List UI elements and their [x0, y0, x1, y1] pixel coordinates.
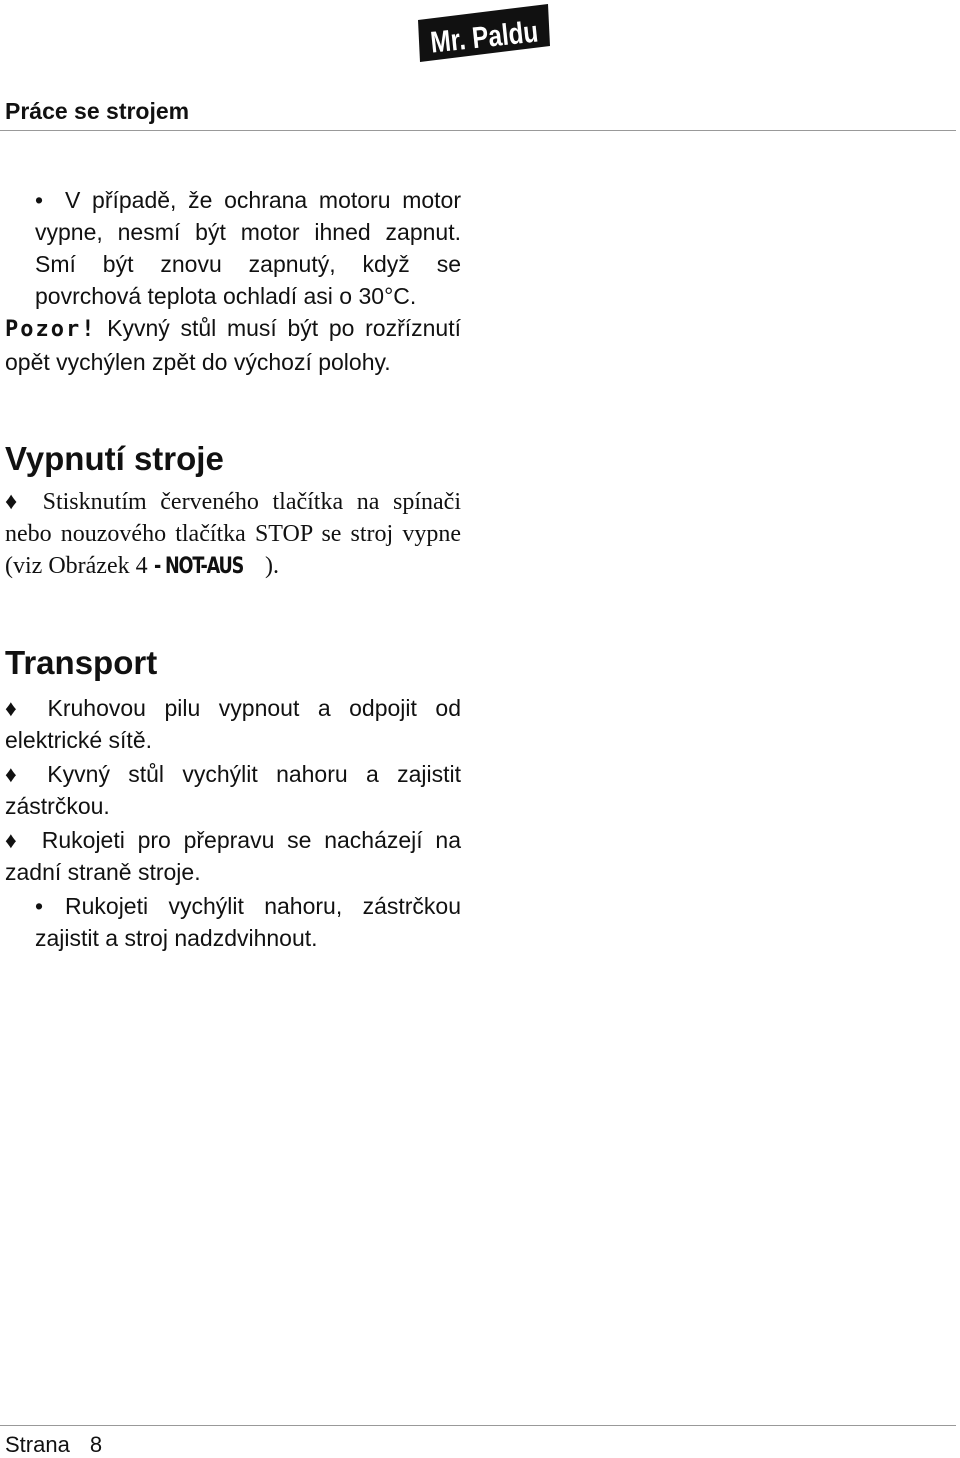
page-section-title: Práce se strojem: [5, 98, 190, 124]
shutdown-section: [5, 440, 461, 583]
transport-item-text: Kruhovou pilu vypnout a odpojit od elektrické sítě.: [5, 695, 461, 753]
header-divider: [0, 130, 956, 131]
shutdown-paragraph: [5, 486, 461, 583]
warning-label: Pozor!: [5, 317, 97, 342]
figure-reference: - NOT-AUS: [153, 554, 243, 579]
page-number: 8: [89, 1432, 103, 1457]
transport-item: [5, 758, 461, 822]
bullet-item: [5, 184, 461, 312]
transport-item-text: Rukojeti pro přepravu se nacházejí na zadní straně stroje.: [5, 827, 461, 885]
diamond-marker-icon: ♦: [5, 488, 18, 515]
diamond-marker-icon: ♦: [5, 827, 17, 853]
bullet-text: Rukojeti vychýlit nahoru, zástrčkou zajistit a stroj nadzdvihnout.: [35, 893, 461, 951]
bullet-dot: •: [35, 187, 44, 213]
footer-label: Strana: [5, 1432, 70, 1457]
footer-divider: [0, 1425, 956, 1426]
transport-item: [5, 824, 461, 888]
bullet-dot: •: [35, 893, 44, 919]
diamond-marker-icon: ♦: [5, 695, 17, 721]
motor-protection-block: [5, 184, 461, 378]
section-heading: Transport: [5, 644, 158, 681]
bullet-text: V případě, že ochrana motoru motor vypne, nesmí být motor ihned zapnut. Smí být znovu zapnutý, když se povrchová teplota ochladí asi o 30°C.: [35, 187, 461, 309]
svg-text:Mr. Paldu: Mr. Paldu: [428, 12, 566, 60]
transport-section: [5, 644, 461, 954]
bullet-item: [5, 890, 461, 954]
brand-logo: [418, 4, 566, 62]
warning-text: Kyvný stůl musí být po rozříznutí opět vychýlen zpět do výchozí polohy.: [5, 315, 461, 375]
shutdown-text: Stisknutím červeného tlačítka na spínači nebo nouzového tlačítka STOP se stroj vypne (viz Obrázek 4: [5, 489, 461, 579]
section-heading: Vypnutí stroje: [5, 440, 224, 477]
shutdown-text-end: ).: [264, 553, 279, 579]
transport-item-text: Kyvný stůl vychýlit nahoru a zajistit zástrčkou.: [5, 761, 461, 819]
page-footer: [5, 1432, 102, 1458]
transport-item: [5, 692, 461, 756]
diamond-marker-icon: ♦: [5, 761, 17, 787]
warning-paragraph: [5, 312, 461, 378]
